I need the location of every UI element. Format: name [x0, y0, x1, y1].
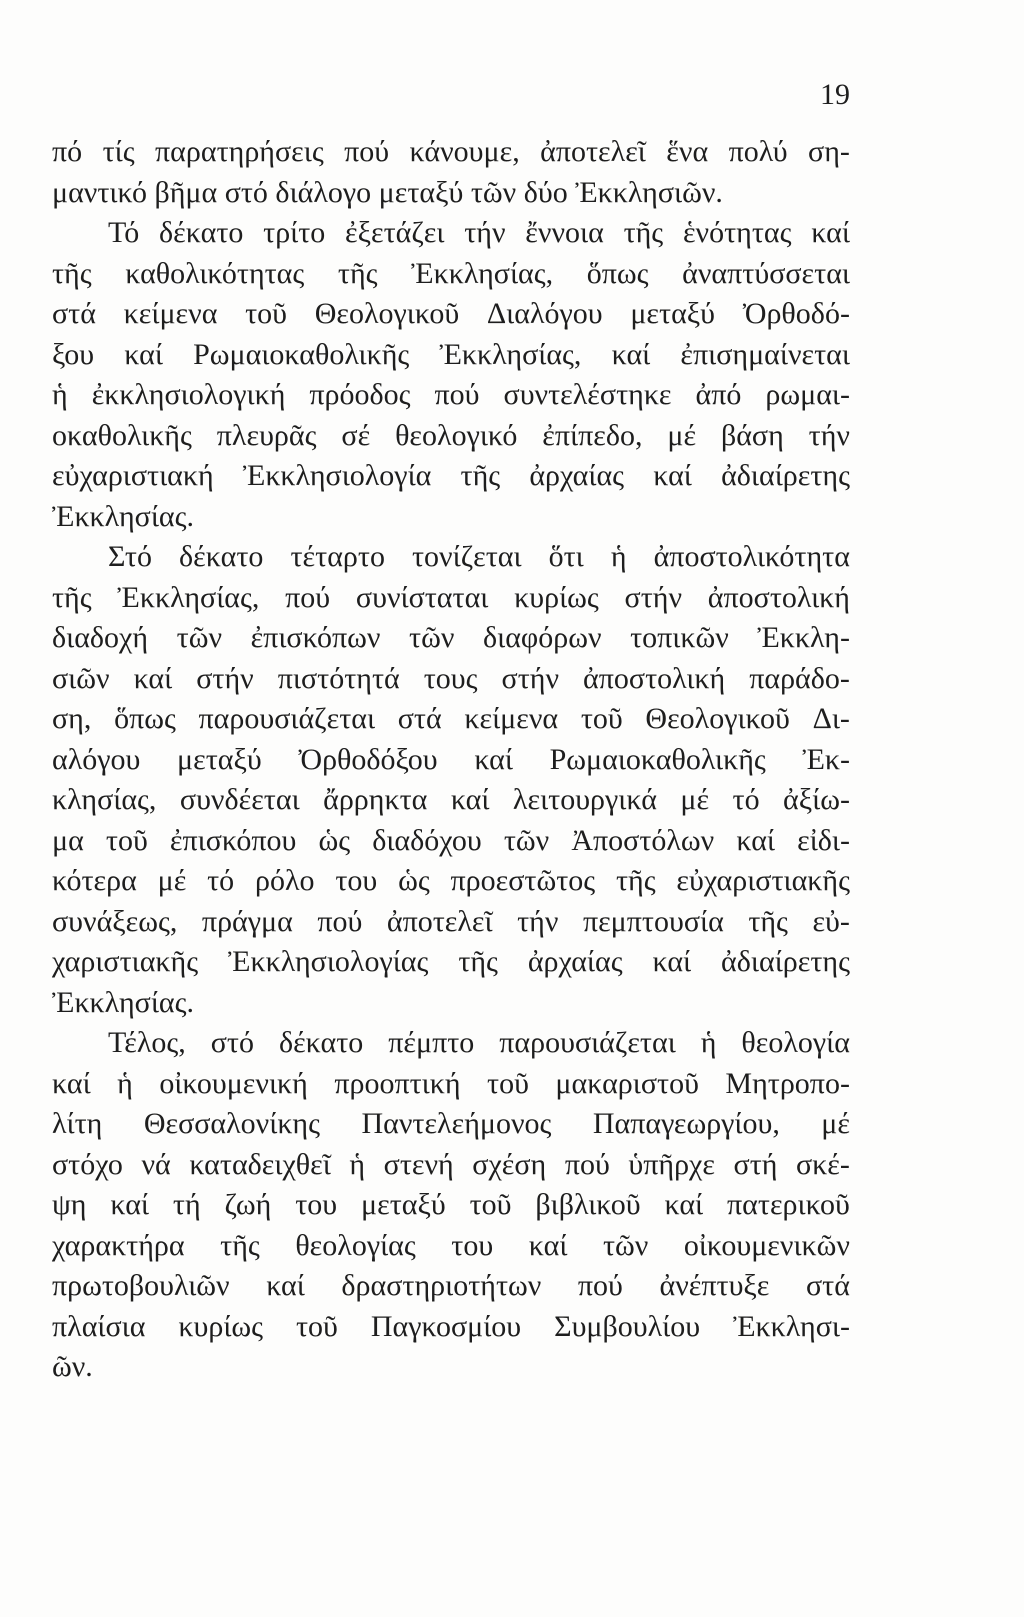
word: Ἐκκλησίας, — [439, 337, 582, 371]
word: στό — [210, 1026, 254, 1059]
word: πατερικοῦ — [727, 1188, 850, 1221]
word: Ἐκκλησιολογία — [242, 459, 432, 492]
text-line — [52, 699, 850, 740]
word: κυρίως — [178, 1309, 264, 1343]
text-line — [52, 618, 850, 659]
word: Ρωμαιοκαθολικῆς — [549, 742, 766, 776]
word: καί — [736, 823, 775, 857]
body-text — [52, 132, 850, 1388]
word: διαδόχου — [372, 823, 482, 857]
word: νά — [141, 1147, 171, 1181]
word: Ἐκκλησίας, — [117, 580, 260, 614]
paragraph — [52, 132, 850, 213]
word: ἡ — [610, 540, 627, 573]
word: σέ — [341, 418, 371, 452]
word: στόχο — [52, 1147, 123, 1181]
text-line — [52, 1266, 850, 1307]
word: τῆς — [52, 580, 92, 614]
text-line — [52, 902, 850, 943]
word: καί — [611, 337, 651, 371]
text-line — [52, 1104, 850, 1145]
word: πιστότητά — [277, 661, 400, 695]
word: Τέλος, — [108, 1026, 186, 1059]
word: θεολογικό — [395, 418, 518, 452]
word: καί — [528, 1228, 568, 1262]
word: τό — [732, 783, 760, 816]
word: ἄρρηκτα — [323, 783, 428, 816]
word: Θεσσαλονίκης — [143, 1107, 321, 1140]
word: Παπαγεωργίου, — [592, 1107, 780, 1140]
word: τῆς — [623, 216, 664, 249]
text-line — [52, 294, 850, 335]
word: πού — [344, 135, 390, 168]
word: τοῦ — [487, 1066, 529, 1100]
word: καί — [653, 459, 692, 492]
word: τοῦ — [245, 297, 288, 330]
word: χαρακτήρα — [52, 1228, 185, 1262]
word: πλευρᾶς — [216, 418, 317, 452]
word: Θεολογικοῦ — [645, 702, 790, 735]
word: ἐπισκόπου — [169, 823, 297, 857]
text-line — [52, 335, 850, 376]
text-line — [52, 659, 850, 700]
word: προεστῶτος — [450, 864, 596, 897]
word: καί — [652, 945, 692, 978]
word: τῶν — [409, 621, 455, 654]
word: προοπτική — [334, 1066, 461, 1100]
word: του — [335, 864, 378, 897]
word: Ρωμαιοκαθολικῆς — [193, 337, 410, 371]
word: καί — [664, 1188, 704, 1221]
word: παράδο- — [749, 661, 850, 695]
word: Στό — [108, 540, 152, 573]
word: στά — [52, 297, 96, 330]
word: καί — [266, 1269, 305, 1302]
word: καί — [124, 337, 163, 371]
word: ἀποστολικότητα — [653, 540, 850, 573]
word: ση- — [808, 135, 850, 168]
word: εὐ- — [812, 904, 850, 938]
word: μέ — [667, 418, 697, 452]
word: τῆς — [458, 945, 498, 978]
text-line — [52, 942, 850, 983]
word: τίς — [102, 135, 135, 168]
word: σχέση — [472, 1147, 547, 1181]
word: τοῦ — [580, 702, 623, 735]
word: ξου — [52, 337, 95, 371]
word: κλησίας, — [52, 783, 157, 816]
word: ἐκκλησιολογική — [91, 378, 286, 411]
word: οἰκουμενικῶν — [683, 1228, 850, 1262]
word: δέκατο — [159, 216, 244, 249]
word: Ἐκκλη- — [757, 621, 850, 654]
word: αλόγου — [52, 742, 141, 776]
word: ἑνότητας — [682, 216, 792, 249]
text-line: ῶν. — [52, 1350, 93, 1383]
word: καί — [450, 783, 490, 816]
word: συνίσταται — [355, 580, 489, 614]
word: στά — [397, 702, 442, 735]
word: ἀποστολική — [583, 661, 726, 695]
word: ἀποστολική — [707, 580, 850, 614]
text-line — [52, 416, 850, 457]
word: εὐχαριστιακή — [52, 459, 214, 492]
text-line — [52, 821, 850, 862]
text-line — [52, 740, 850, 781]
paragraph — [52, 213, 850, 537]
word: καί — [110, 1188, 150, 1221]
word: κείμενα — [123, 297, 218, 330]
word: ζωή — [224, 1188, 272, 1221]
word: τῆς — [220, 1228, 260, 1262]
word: λίτη — [52, 1107, 103, 1140]
word: βάση — [720, 418, 784, 452]
word: παρουσιάζεται — [198, 702, 376, 735]
paragraph — [52, 1023, 850, 1388]
word: Θεολογικοῦ — [314, 297, 460, 330]
word: ἀρχαίας — [529, 459, 625, 492]
word: Δι- — [812, 702, 850, 735]
word: ἡ — [52, 378, 68, 411]
word: τή — [172, 1188, 201, 1221]
text-line — [52, 861, 850, 902]
word: τονίζεται — [412, 540, 522, 573]
word: καταδειχθεῖ — [189, 1147, 331, 1181]
word: ὑπῆρχε — [628, 1147, 715, 1181]
word: μεταξύ — [177, 742, 262, 776]
word: πού — [285, 580, 331, 614]
word: πέμπτο — [388, 1026, 475, 1059]
text-line — [52, 1145, 850, 1186]
word: ρωμαι- — [765, 378, 850, 411]
word: Ἐκκλησιολογίας — [228, 945, 429, 978]
word: πού — [564, 1147, 610, 1181]
text-line — [52, 780, 850, 821]
word: οκαθολικῆς — [52, 418, 192, 452]
text-line — [52, 1226, 850, 1267]
word: πολύ — [728, 135, 788, 168]
word: στενή — [383, 1147, 454, 1181]
word: στήν — [196, 661, 254, 695]
text-line — [52, 1064, 850, 1105]
text-line — [52, 456, 850, 497]
word: Ἐκ- — [802, 742, 850, 776]
word: καθολικότητας — [125, 256, 305, 290]
word: σιῶν — [52, 661, 110, 695]
text-line — [52, 1185, 850, 1226]
word: Συμβουλίου — [554, 1309, 701, 1343]
word: πράγμα — [201, 904, 293, 938]
word: Ἐκκλησίας, — [411, 256, 554, 290]
word: συνάξεως, — [52, 904, 178, 938]
word: ση, — [52, 702, 92, 735]
word: δέκατο — [179, 540, 264, 573]
word: πρωτοβουλιῶν — [52, 1269, 230, 1302]
text-line — [52, 213, 850, 254]
text-line — [52, 537, 850, 578]
word: πεμπτουσία — [582, 904, 724, 938]
word: καί — [811, 216, 850, 249]
word: θεολογία — [741, 1026, 850, 1059]
word: ἕνα — [666, 135, 709, 168]
word: λειτουργικά — [512, 783, 657, 816]
word: τῆς — [748, 904, 788, 938]
word: ἀποτελεῖ — [386, 904, 493, 938]
word: ἐπίπεδο, — [542, 418, 643, 452]
text-line: Ἐκκλησίας. — [52, 499, 194, 533]
word: τοῦ — [105, 823, 148, 857]
word: ὅτι — [548, 540, 584, 573]
word: μέ — [157, 864, 187, 897]
word: διαδοχή — [52, 621, 149, 654]
word: διαφόρων — [482, 621, 602, 654]
word: Παντελεήμονος — [361, 1107, 552, 1140]
word: βιβλικοῦ — [535, 1188, 641, 1221]
word: ἐπισκόπων — [250, 621, 381, 654]
word: καί — [133, 661, 173, 695]
word: τῶν — [176, 621, 223, 654]
word: εὐχαριστιακῆς — [676, 864, 850, 897]
word: τῆς — [460, 459, 501, 492]
text-line: μαντικό βῆμα στό διάλογο μεταξύ τῶν δύο Ἐκκλησιῶν. — [52, 175, 723, 209]
word: δέκατο — [278, 1026, 364, 1059]
word: μέ — [680, 783, 710, 816]
word: μα — [52, 823, 84, 857]
word: στά — [805, 1269, 850, 1302]
word: τήν — [517, 904, 559, 938]
word: μεταξύ — [630, 297, 716, 330]
word: Ὀρθοδόξου — [298, 742, 438, 776]
paragraph — [52, 537, 850, 1023]
word: ἐξετάζει — [345, 216, 445, 249]
word: τους — [423, 661, 478, 695]
word: θεολογίας — [295, 1228, 416, 1262]
word: ἀπό — [695, 378, 742, 411]
word: ἡ — [700, 1026, 717, 1059]
word: ἀδιαίρετης — [721, 945, 850, 978]
word: ἀρχαίας — [527, 945, 623, 978]
word: ἀνέπτυξε — [659, 1269, 770, 1302]
word: ἀναπτύσσεται — [682, 256, 850, 290]
word: κυρίως — [514, 580, 599, 614]
word: τοπικῶν — [630, 621, 729, 654]
word: τῆς — [52, 256, 92, 290]
text-line — [52, 254, 850, 295]
word: του — [295, 1188, 338, 1221]
text-line: Ἐκκλησίας. — [52, 985, 194, 1019]
word: Ὀρθοδό- — [742, 297, 850, 330]
word: τρίτο — [263, 216, 326, 249]
word: ὅπως — [114, 702, 176, 735]
text-line — [52, 1023, 850, 1064]
word: ἡ — [117, 1066, 133, 1100]
word: τέταρτο — [290, 540, 385, 573]
word: μέ — [821, 1107, 850, 1140]
word: ψη — [52, 1188, 87, 1221]
word: πρόοδος — [309, 378, 411, 411]
word: συνδέεται — [179, 783, 300, 816]
text-line — [52, 1307, 850, 1348]
word: εἰδι- — [797, 823, 850, 857]
word: παρουσιάζεται — [499, 1026, 676, 1059]
word: Ἀποστόλων — [571, 823, 715, 857]
word: Παγκοσμίου — [370, 1309, 522, 1343]
word: ὡς — [398, 864, 430, 897]
word: οἰκουμενική — [159, 1066, 308, 1100]
text-line — [52, 578, 850, 619]
word: ἡ — [349, 1147, 366, 1181]
word: τοῦ — [296, 1309, 338, 1343]
word: ὅπως — [586, 256, 649, 290]
word: τῆς — [337, 256, 378, 290]
word: στήν — [501, 661, 560, 695]
word: τῶν — [602, 1228, 649, 1262]
word: ἐπισημαίνεται — [680, 337, 850, 371]
word: συντελέστηκε — [503, 378, 672, 411]
word: μακαριστοῦ — [555, 1066, 699, 1100]
word: μεταξύ — [361, 1188, 446, 1221]
word: τῆς — [615, 864, 656, 897]
word: καί — [474, 742, 513, 776]
page-number: 19 — [820, 78, 850, 111]
word: στήν — [624, 580, 683, 614]
word: κάνουμε, — [409, 135, 520, 168]
word: καί — [52, 1066, 91, 1100]
word: τῶν — [503, 823, 550, 857]
word: παρατηρήσεις — [155, 135, 324, 168]
word: του — [451, 1228, 494, 1262]
word: ὡς — [318, 823, 351, 857]
word: στή — [733, 1147, 778, 1181]
word: ἀποτελεῖ — [540, 135, 646, 168]
text-line — [52, 375, 850, 416]
word: πού — [317, 904, 363, 938]
word: πό — [52, 135, 83, 168]
word: Διαλόγου — [486, 297, 603, 330]
word: ἔννοια — [525, 216, 604, 249]
text-line — [52, 132, 850, 173]
word: κείμενα — [464, 702, 559, 735]
word: ἀδιαίρετης — [721, 459, 850, 492]
word: Μητροπο- — [725, 1066, 850, 1100]
word: πού — [434, 378, 480, 411]
word: κότερα — [52, 864, 137, 897]
word: σκέ- — [796, 1147, 850, 1181]
word: δραστηριοτήτων — [341, 1269, 542, 1302]
word: Ἐκκλησι- — [733, 1309, 850, 1343]
word: χαριστιακῆς — [52, 945, 199, 978]
word: ρόλο — [255, 864, 315, 897]
word: Τό — [108, 216, 140, 249]
word: τήν — [464, 216, 506, 249]
word: πού — [577, 1269, 623, 1302]
word: τό — [207, 864, 235, 897]
word: τοῦ — [469, 1188, 512, 1221]
word: τήν — [808, 418, 850, 452]
word: πλαίσια — [52, 1309, 146, 1343]
word: ἀξίω- — [783, 783, 850, 816]
